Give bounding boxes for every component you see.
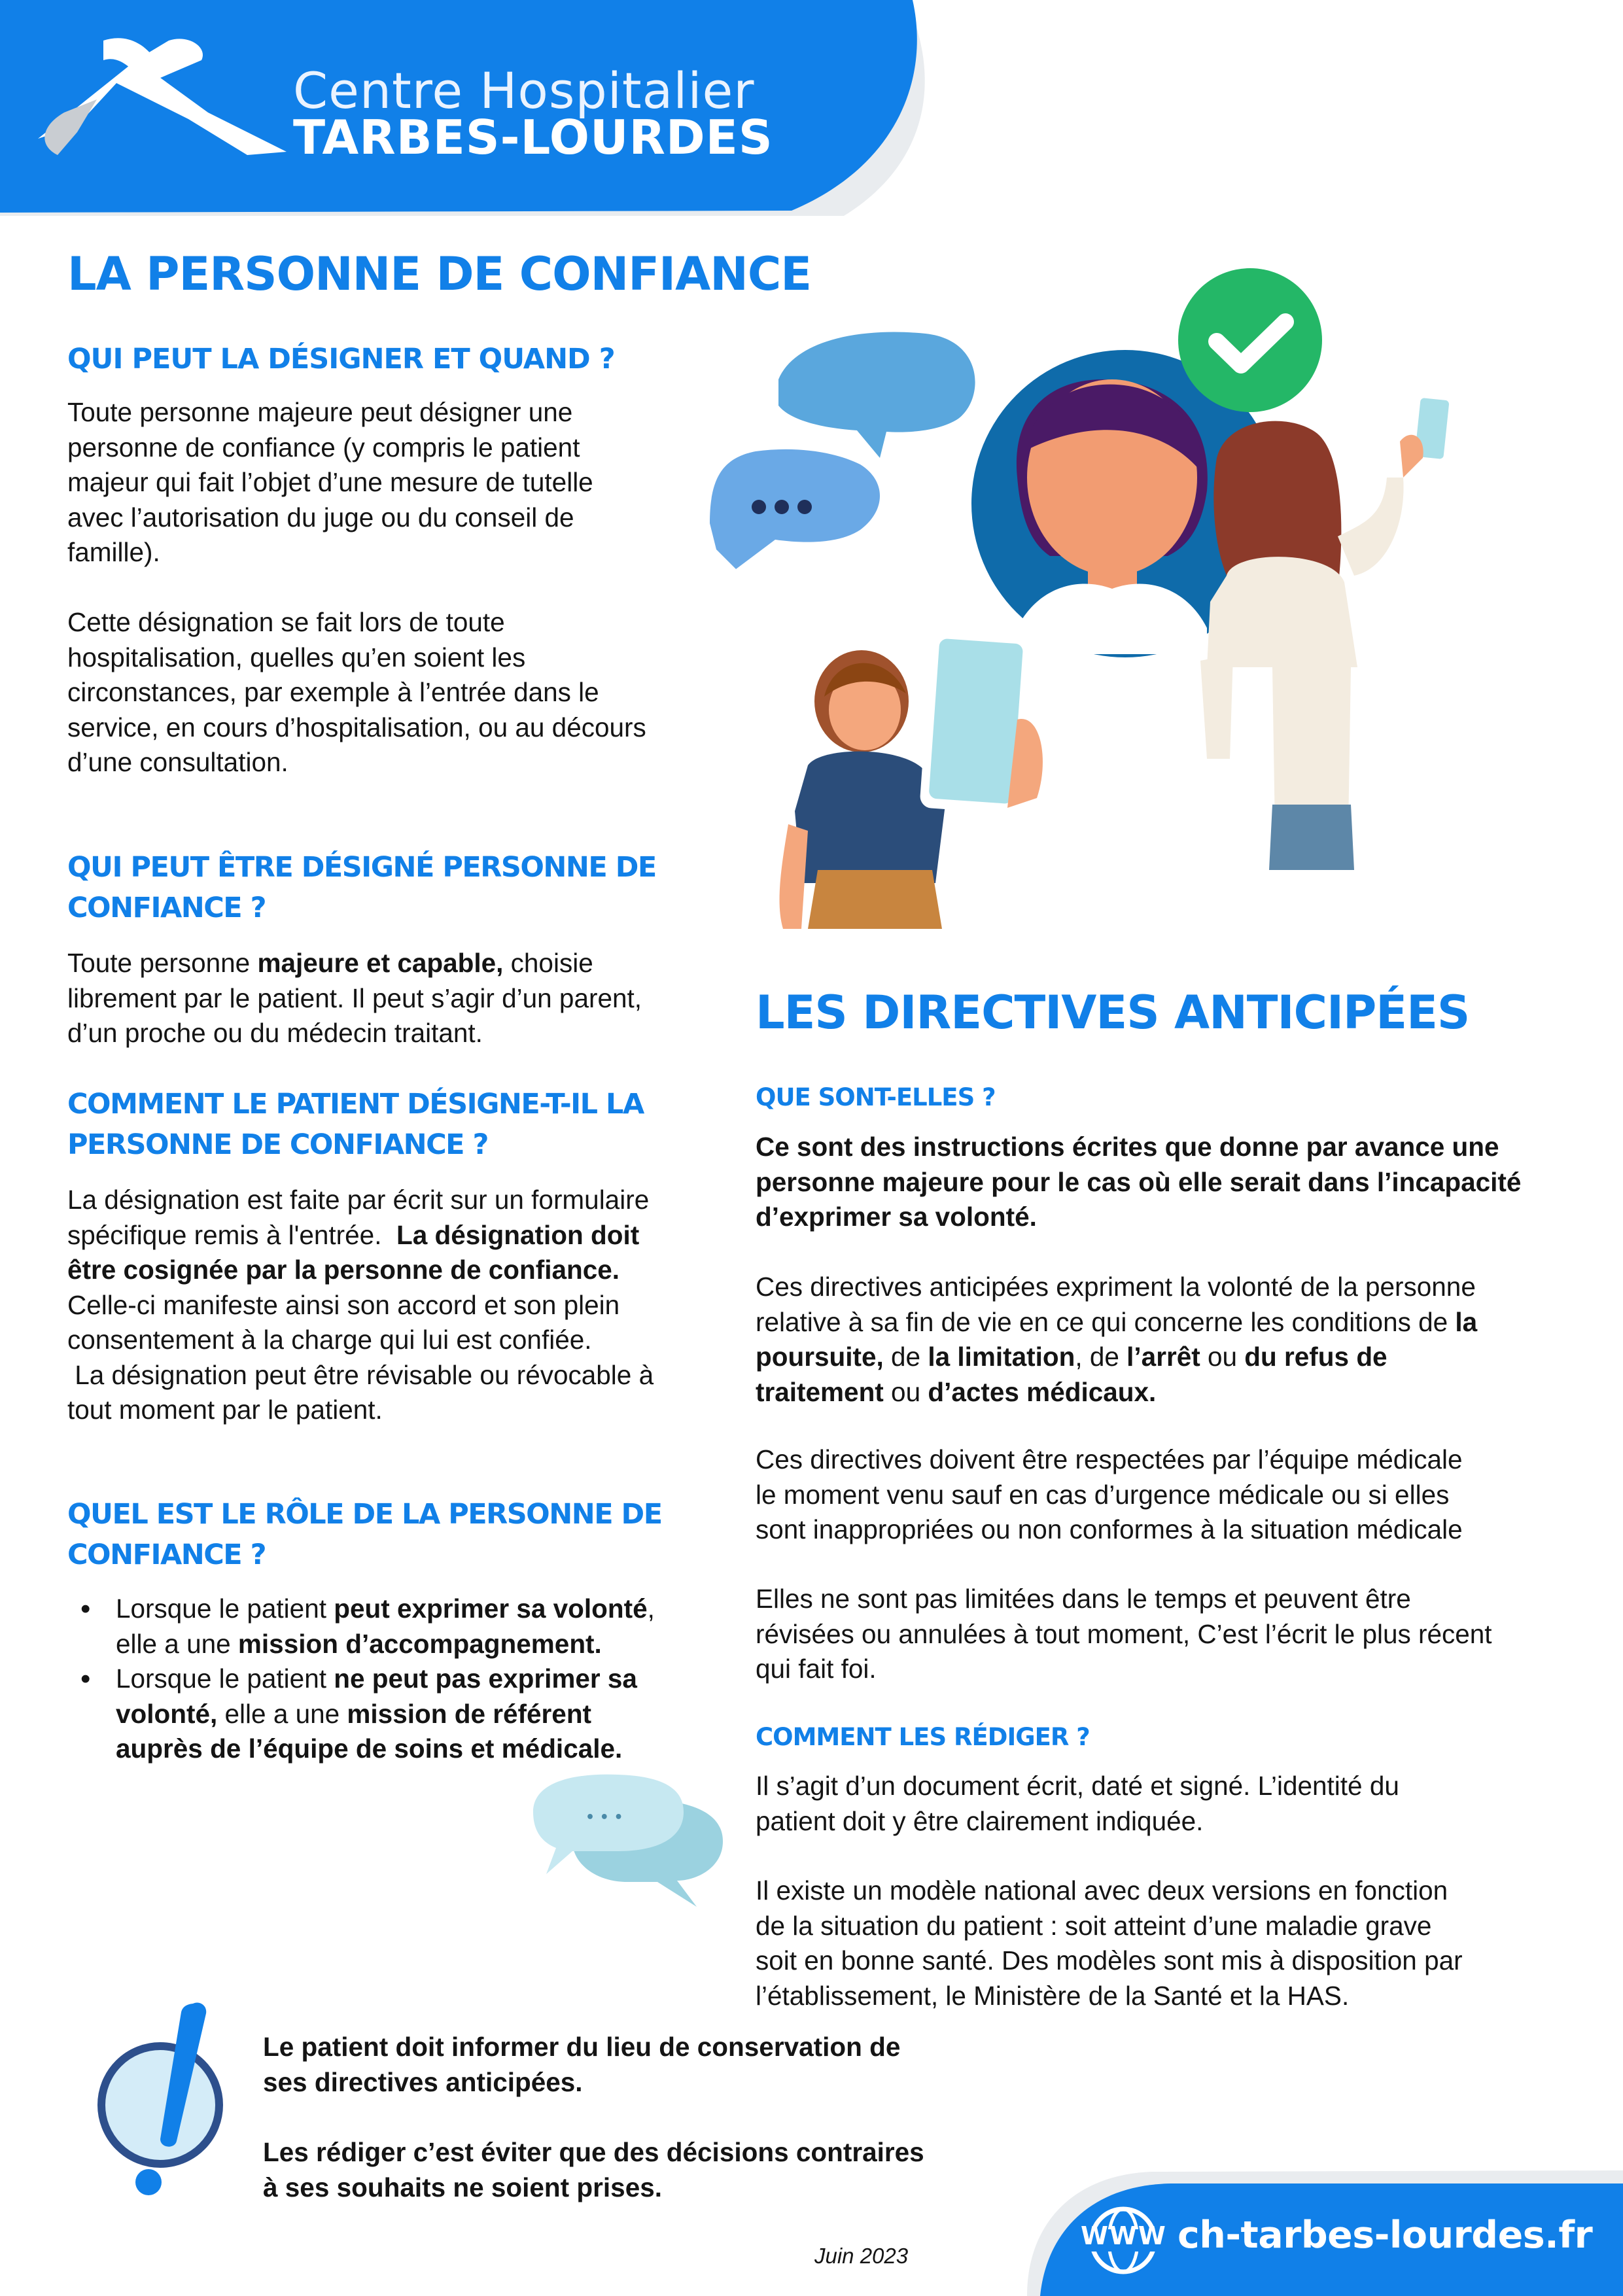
section-heading-role <box>67 1494 662 1575</box>
section-heading-comment-rediger: COMMENT LES RÉDIGER ? <box>756 1723 1090 1751</box>
note-eviter <box>263 2135 924 2205</box>
bubble-dots: • • • <box>585 1809 623 1826</box>
heading-line: QUEL EST LE RÔLE DE LA PERSONNE DE <box>67 1498 662 1531</box>
text-line: majeur qui fait l’objet d’une mesure de tutelle <box>67 467 593 497</box>
paragraph-volonte <box>756 1270 1606 1410</box>
text-line: révisées ou annulées à tout moment, C’est l’écrit le plus récent <box>756 1618 1492 1649</box>
list-item: • Lorsque le patient ne peut pas exprimer sa volonté, elle a une mission de référent auprès de l’équipe de soins et médicale. <box>67 1661 761 1767</box>
paragraph-qui-peut-etre-designe <box>67 946 761 1051</box>
section-title-directives: LES DIRECTIVES ANTICIPÉES <box>756 986 1470 1039</box>
website-link[interactable]: ch-tarbes-lourdes.fr <box>1178 2214 1593 2257</box>
list-item: • Lorsque le patient peut exprimer sa volonté, elle a une mission d’accompagnement. <box>67 1592 761 1661</box>
people-phones-illustration <box>710 262 1482 929</box>
text-line: tout moment par le patient. <box>67 1395 383 1425</box>
text-line: Il s’agit d’un document écrit, daté et signé. L’identité du <box>756 1771 1399 1801</box>
text-line: personne de confiance (y compris le patient <box>67 432 580 462</box>
text-line: consentement à la charge qui lui est confiée. <box>67 1325 592 1355</box>
role-bullet-list <box>67 1592 761 1767</box>
page-title: LA PERSONNE DE CONFIANCE <box>67 247 812 301</box>
heading-line: CONFIANCE ? <box>67 892 266 924</box>
text-line: à ses souhaits ne soient prises. <box>263 2172 662 2202</box>
text-line: de la situation du patient : soit atteint d’une maladie grave <box>756 1910 1432 1941</box>
text-line: relative à sa fin de vie en ce qui concerne les conditions de la <box>756 1306 1478 1337</box>
exclamation-icon <box>95 2000 239 2197</box>
www-label: WWW <box>1081 2221 1167 2250</box>
text-line: Celle-ci manifeste ainsi son accord et son plein <box>67 1289 620 1320</box>
text-line: le moment venu sauf en cas d’urgence médicale ou si elles <box>756 1479 1450 1510</box>
text-line: d’exprimer sa volonté. <box>756 1202 1037 1232</box>
text-line: Cette désignation se fait lors de toute <box>67 607 505 637</box>
text-line: service, en cours d’hospitalisation, ou au décours <box>67 712 646 742</box>
paragraph-duree <box>756 1582 1606 1687</box>
text-line: sont inappropriées ou non conformes à la situation médicale <box>756 1514 1463 1544</box>
text-line: être cosignée par la personne de confiance. <box>67 1255 620 1285</box>
section-heading-qui-peut-etre-designe <box>67 847 656 928</box>
text-line: La désignation peut être révisable ou révocable à <box>67 1359 654 1390</box>
text-line: patient doit y être clairement indiquée. <box>756 1805 1204 1836</box>
paragraph-respect <box>756 1442 1606 1548</box>
heading-line: COMMENT LE PATIENT DÉSIGNE-T-IL LA <box>67 1088 644 1121</box>
text-line: Ce sont des instructions écrites que donne par avance une <box>756 1132 1499 1162</box>
text-line: l’établissement, le Ministère de la Santé et la HAS. <box>756 1980 1350 2011</box>
paragraph-qui-peut-designer <box>67 395 722 570</box>
paragraph-definition <box>756 1130 1606 1235</box>
text-line: Toute personne majeure peut désigner une <box>67 397 573 427</box>
text-line: ses directives anticipées. <box>263 2066 583 2097</box>
hospital-name-line2: TARBES-LOURDES <box>293 110 773 165</box>
text-line: Les rédiger c’est éviter que des décisions contraires <box>263 2137 924 2167</box>
text-line: Le patient doit informer du lieu de conservation de <box>263 2032 901 2062</box>
hospital-logo-icon <box>38 34 287 158</box>
text-line: Ces directives doivent être respectées par l’équipe médicale <box>756 1444 1463 1474</box>
text-line: famille). <box>67 537 160 567</box>
text-line: La désignation est faite par écrit sur un formulaire <box>67 1185 650 1215</box>
text-line: Elles ne sont pas limitées dans le temps et peuvent être <box>756 1584 1411 1614</box>
text-line: Toute personne majeure et capable, choisie <box>67 948 593 978</box>
text-line: soit en bonne santé. Des modèles sont mis à disposition par <box>756 1945 1463 1975</box>
paragraph-designation-moment <box>67 605 735 780</box>
heading-line: QUI PEUT ÊTRE DÉSIGNÉ PERSONNE DE <box>67 851 656 884</box>
heading-line: PERSONNE DE CONFIANCE ? <box>67 1128 488 1161</box>
text-line: avec l’autorisation du juge ou du conseil de <box>67 502 574 532</box>
speech-bubbles-icon <box>527 1769 736 1913</box>
paragraph-comment-designer <box>67 1183 761 1428</box>
text-line: spécifique remis à l'entrée. La désignation doit <box>67 1219 640 1250</box>
text-line: traitement ou d’actes médicaux. <box>756 1376 1157 1407</box>
section-heading-comment-designer <box>67 1084 644 1165</box>
text-line: poursuite, de la limitation, de l’arrêt ou du refus de <box>756 1342 1387 1372</box>
text-line: hospitalisation, quelles qu’en soient les <box>67 642 526 672</box>
section-heading-qui-peut-designer: QUI PEUT LA DÉSIGNER ET QUAND ? <box>67 343 615 375</box>
text-line: personne majeure pour le cas où elle serait dans l’incapacité <box>756 1166 1522 1197</box>
text-line: Ces directives anticipées expriment la volonté de la personne <box>756 1272 1476 1302</box>
note-conservation <box>263 2030 900 2100</box>
text-line: Il existe un modèle national avec deux versions en fonction <box>756 1875 1448 1905</box>
check-icon <box>1178 268 1322 412</box>
paragraph-document <box>756 1769 1606 1839</box>
text-line: qui fait foi. <box>756 1654 877 1684</box>
text-line: d’un proche ou du médecin traitant. <box>67 1018 483 1048</box>
heading-line: CONFIANCE ? <box>67 1539 266 1571</box>
paragraph-modele <box>756 1873 1606 2013</box>
publication-date: Juin 2023 <box>814 2244 909 2268</box>
text-line: librement par le patient. Il peut s’agir d’un parent, <box>67 983 642 1013</box>
text-line: d’une consultation. <box>67 747 288 777</box>
text-line: circonstances, par exemple à l’entrée dans le <box>67 677 599 707</box>
section-heading-que-sont-elles: QUE SONT-ELLES ? <box>756 1083 996 1111</box>
hospital-name-line1: Centre Hospitalier <box>293 61 755 120</box>
